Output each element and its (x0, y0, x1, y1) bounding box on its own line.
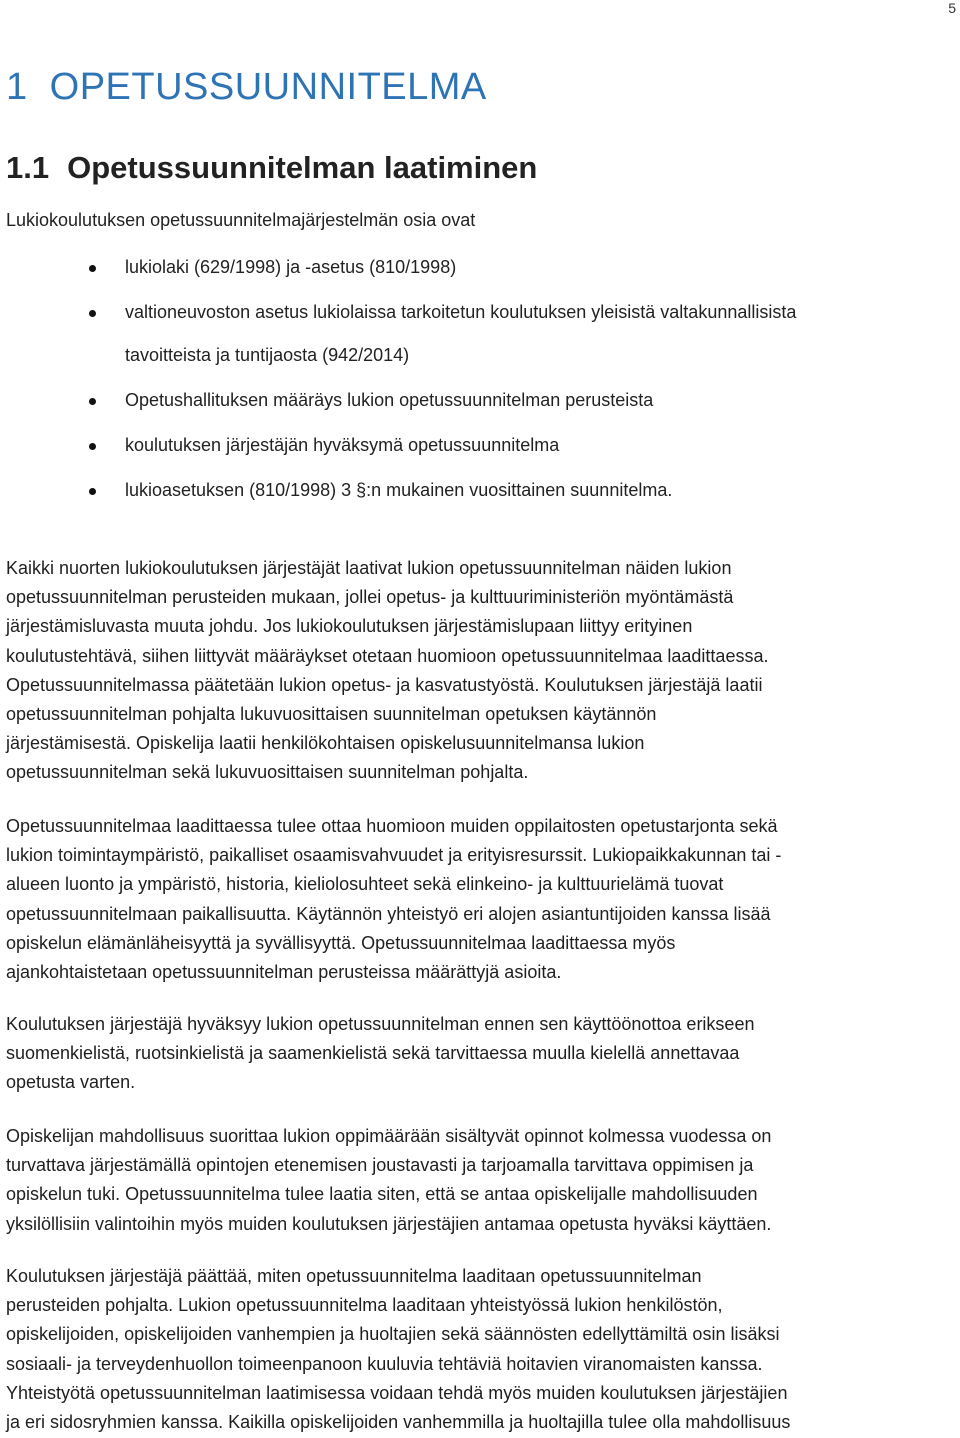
section-heading (6, 150, 537, 186)
list-item-text: valtioneuvoston asetus lukiolaissa tarkoitetun koulutuksen yleisistä valtakunnallisista (125, 302, 797, 322)
paragraph-line: alueen luonto ja ympäristö, historia, kieliolosuhteet sekä elinkeino- ja kulttuurielämä tuovat (6, 874, 724, 895)
paragraph-line: opiskelun tuki. Opetussuunnitelma tulee laatia siten, että se antaa opiskelijalle mahdollisuuden (6, 1184, 758, 1205)
paragraph-line: järjestämisestä. Opiskelija laatii henkilökohtaisen opiskelusuunnitelmansa lukion (6, 733, 645, 754)
page-number: 5 (948, 0, 956, 16)
paragraph-line: Koulutuksen järjestäjä hyväksyy lukion opetussuunnitelman ennen sen käyttöönottoa erikseen (6, 1014, 755, 1034)
paragraph-line: opiskelun elämänläheisyyttä ja syvällisyyttä. Opetussuunnitelmaa laadittaessa myös (6, 932, 676, 953)
list-item (0, 301, 960, 367)
bullet-icon (89, 265, 96, 272)
list-item-text: koulutuksen järjestäjän hyväksymä opetussuunnitelma (125, 435, 560, 455)
paragraph-line: opetussuunnitelmaan paikallisuutta. Käytännön yhteistyö eri alojen asiantuntijoiden kanssa lisää (6, 903, 771, 924)
paragraph-line: turvattava järjestämällä opintojen etenemisen joustavasti ja tarjoamalla tarvittava oppimisen ja (6, 1155, 754, 1176)
paragraph (6, 1262, 958, 1437)
paragraph-line: opetussuunnitelman sekä lukuvuosittaisen suunnitelman pohjalta. (6, 762, 529, 783)
paragraph-line: Opetussuunnitelmassa päätetään lukion opetus- ja kasvatustyöstä. Koulutuksen järjestäjä laatii (6, 674, 763, 695)
list-item-text: lukiolaki (629/1998) ja -asetus (810/1998) (125, 257, 457, 277)
chapter-number: 1 (6, 66, 28, 108)
paragraph-line: koulutustehtävä, siihen liittyvät määräykset otetaan huomioon opetussuunnitelmaa laadittaessa. (6, 645, 769, 666)
paragraph-line: ja eri sidosryhmien kanssa. Kaikilla opiskelijoiden vanhemmilla ja huoltajilla tulee olla mahdollisuus (6, 1412, 791, 1433)
paragraph-line: opetusta varten. (6, 1072, 136, 1093)
list-item (0, 389, 960, 412)
chapter-title: OPETUSSUUNNITELMA (49, 66, 487, 108)
chapter-heading (6, 66, 487, 109)
bullet-icon (89, 398, 96, 405)
paragraph-line: Kaikki nuorten lukiokoulutuksen järjestäjät laativat lukion opetussuunnitelman näiden lukion (6, 558, 732, 578)
paragraph (6, 554, 958, 788)
paragraph (6, 1122, 958, 1239)
paragraph-line: Opiskelijan mahdollisuus suorittaa lukion oppimäärään sisältyvät opinnot kolmessa vuodessa on (6, 1126, 772, 1146)
paragraph-line: perusteiden pohjalta. Lukion opetussuunnitelma laaditaan yhteistyössä lukion henkilöstön, (6, 1295, 723, 1316)
paragraph-line: Opetussuunnitelmaa laadittaessa tulee ottaa huomioon muiden oppilaitosten opetustarjonta sekä (6, 816, 778, 836)
paragraph (6, 1010, 958, 1098)
section-number: 1.1 (6, 150, 50, 185)
paragraph-line: opiskelijoiden, opiskelijoiden vanhempien ja huoltajien sekä säännösten edellyttämiltä osin lisäksi (6, 1324, 780, 1345)
bullet-icon (89, 488, 96, 495)
list-item-text: tavoitteista ja tuntijaosta (942/2014) (125, 345, 410, 365)
paragraph-line: Yhteistyötä opetussuunnitelman laatimisessa voidaan tehdä myös muiden koulutuksen järjestäjien (6, 1382, 788, 1403)
paragraph-line: opetussuunnitelman pohjalta lukuvuosittaisen suunnitelman opetuksen käytännön (6, 704, 657, 725)
paragraph-line: sosiaali- ja terveydenhuollon toimeenpanoon kuuluvia tehtäviä hoitavien viranomaisten kanssa. (6, 1353, 763, 1374)
paragraph-line: järjestämisluvasta muuta johdu. Jos lukiokoulutuksen järjestämislupaan liittyy erityinen (6, 616, 693, 637)
paragraph-line: lukion toimintaympäristö, paikalliset osaamisvahvuudet ja erityisresurssit. Lukiopaikkakunnan tai - (6, 845, 782, 866)
list-item (0, 256, 960, 279)
paragraph (6, 812, 958, 987)
list-item (0, 479, 960, 502)
bullet-list (0, 256, 960, 502)
bullet-icon (89, 310, 96, 317)
list-item (0, 434, 960, 457)
paragraph-line: ajankohtaistetaan opetussuunnitelman perusteissa määrättyjä asioita. (6, 962, 562, 983)
paragraph-line: Koulutuksen järjestäjä päättää, miten opetussuunnitelma laaditaan opetussuunnitelman (6, 1266, 702, 1286)
paragraph-line: opetussuunnitelman perusteiden mukaan, jollei opetus- ja kulttuuriministeriön myöntämästä (6, 587, 734, 608)
paragraph-line: yksilöllisiin valintoihin myös muiden koulutuksen järjestäjien antamaa opetusta hyväksi käyttäen. (6, 1213, 772, 1234)
bullet-icon (89, 443, 96, 450)
paragraph-line: suomenkielistä, ruotsinkielistä ja saamenkielistä sekä tarvittaessa muulla kielellä annettavaa (6, 1043, 740, 1064)
list-item-text: Opetushallituksen määräys lukion opetussuunnitelman perusteista (125, 390, 654, 410)
intro-text: Lukiokoulutuksen opetussuunnitelmajärjestelmän osia ovat (6, 210, 476, 230)
section-title: Opetussuunnitelman laatiminen (67, 150, 538, 185)
list-item-text: lukioasetuksen (810/1998) 3 §:n mukainen vuosittainen suunnitelma. (125, 480, 673, 500)
